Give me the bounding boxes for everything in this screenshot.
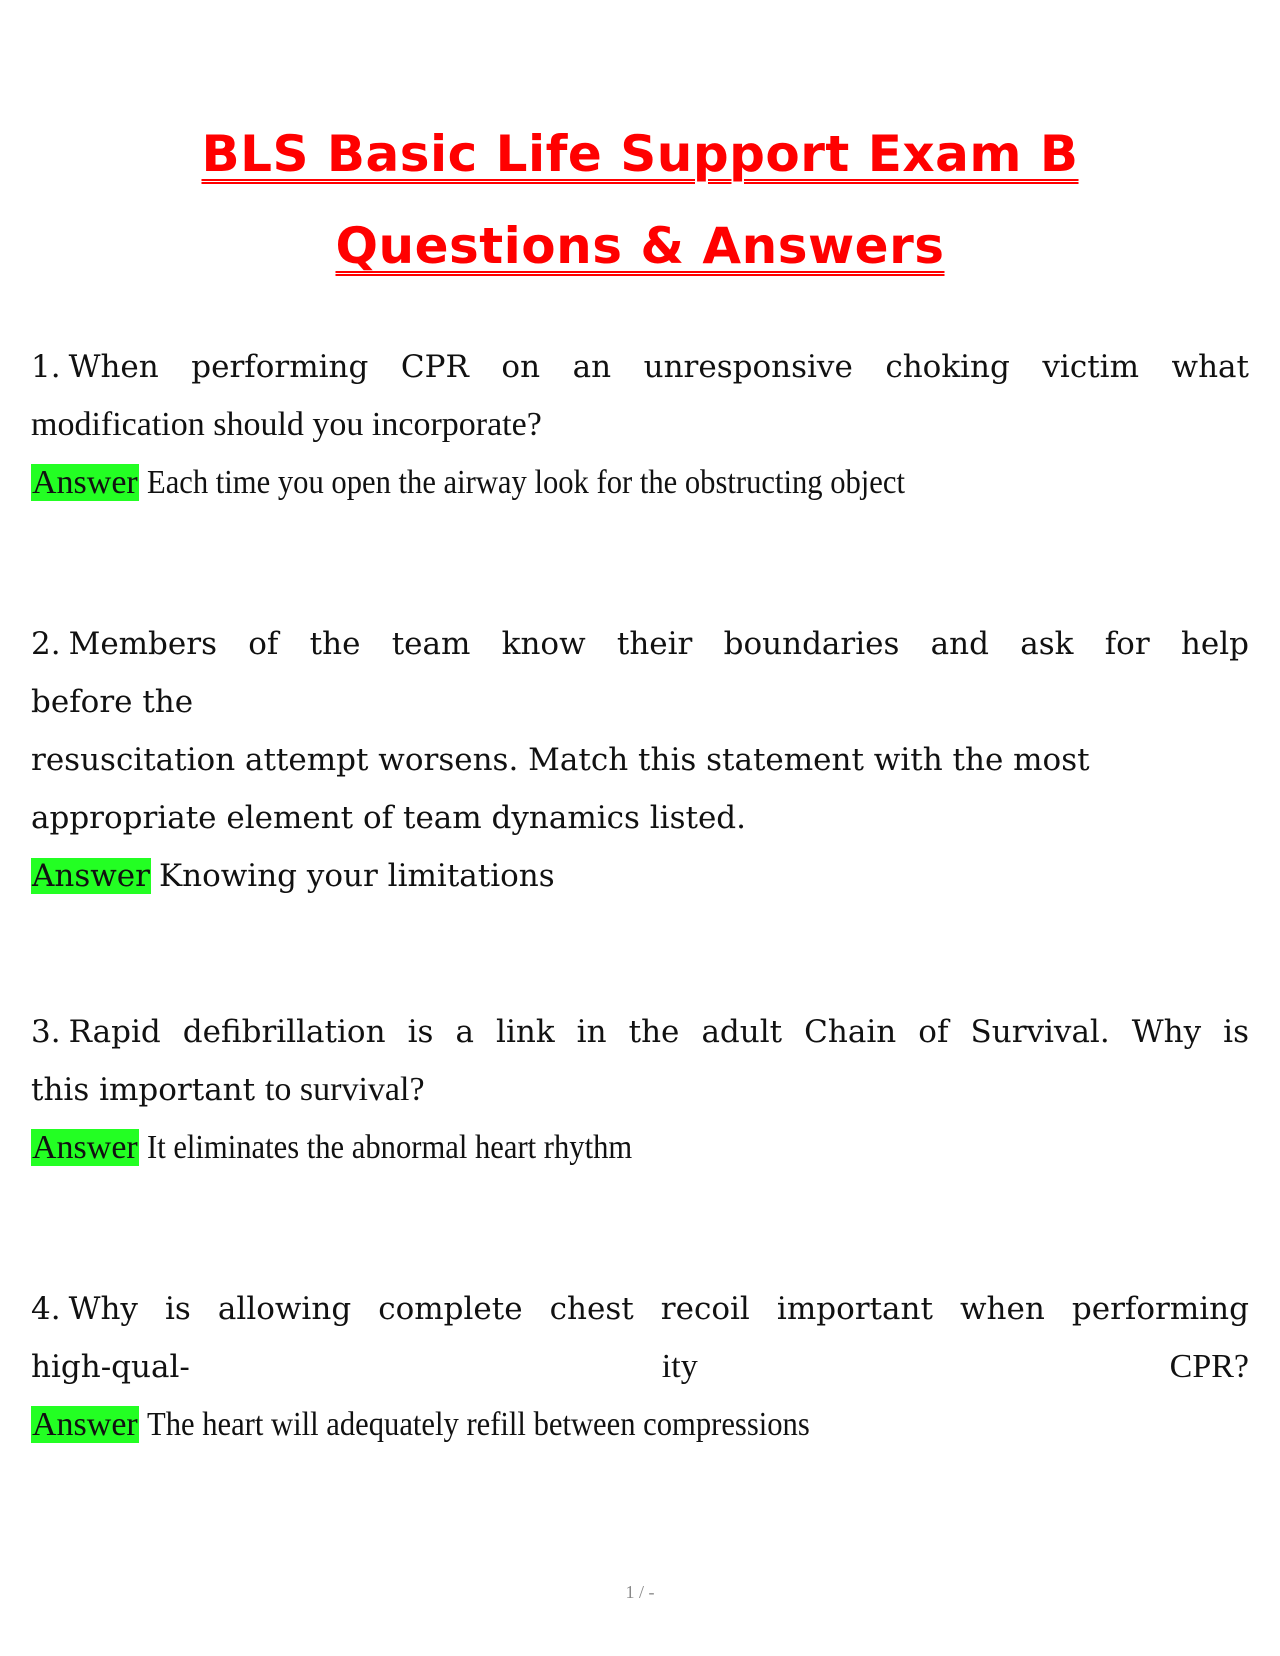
question-4-line-2 — [31, 1338, 1249, 1396]
answer-label: Answer — [32, 1406, 138, 1443]
answer-3 — [31, 1119, 1249, 1177]
question-2 — [31, 615, 1249, 905]
question-4-line-1 — [31, 1280, 1249, 1338]
answer-4 — [31, 1396, 1249, 1454]
answer-text: The heart will adequately refill between compressions — [146, 1406, 810, 1443]
question-3-line-1 — [31, 1003, 1249, 1061]
question-text: modification should you incorporate? — [31, 406, 542, 443]
question-2-line-4: appropriate element of team dynamics listed. — [31, 800, 746, 836]
question-text: ity — [661, 1348, 698, 1385]
question-2-line-1 — [31, 615, 1249, 673]
question-text: high-qual- — [31, 1349, 190, 1385]
question-text: this important — [31, 1072, 256, 1108]
page-number: 1 / - — [625, 1582, 655, 1602]
document-title — [0, 108, 1280, 292]
answer-1 — [31, 454, 1249, 512]
question-number: 4. — [31, 1291, 61, 1327]
title-line-1: BLS Basic Life Support Exam B — [201, 125, 1079, 183]
title-line-2: Questions & Answers — [335, 217, 945, 275]
answer-label: Answer — [32, 464, 138, 501]
question-1-line-2 — [31, 396, 1249, 454]
question-1-line-1 — [31, 338, 1249, 396]
question-2-line-2: before the — [31, 684, 194, 720]
answer-label: Answer — [32, 858, 150, 894]
question-number: 2. — [31, 626, 61, 662]
question-1 — [31, 338, 1249, 512]
answer-text: Each time you open the airway look for the obstructing object — [146, 464, 905, 501]
question-text: Members of the team know their boundaries and ask for help — [68, 626, 1249, 662]
answer-text: Knowing your limitations — [158, 858, 555, 894]
answer-label: Answer — [32, 1129, 138, 1166]
answer-2 — [31, 847, 1249, 905]
question-number: 1. — [31, 349, 61, 385]
question-3-line-2 — [31, 1061, 1249, 1119]
question-text: to survival? — [264, 1071, 425, 1108]
answer-text: It eliminates the abnormal heart rhythm — [146, 1129, 632, 1166]
question-2-line-3: resuscitation attempt worsens. Match this statement with the most — [31, 742, 1090, 778]
question-4 — [31, 1280, 1249, 1454]
question-3 — [31, 1003, 1249, 1177]
question-number: 3. — [31, 1014, 61, 1050]
question-text: Why is allowing complete chest recoil important when performing — [68, 1291, 1249, 1327]
question-text: CPR? — [1169, 1348, 1249, 1385]
question-text: When performing CPR on an unresponsive choking victim what — [68, 349, 1249, 385]
question-text: Rapid defibrillation is a link in the adult Chain of Survival. Why is — [68, 1014, 1249, 1050]
